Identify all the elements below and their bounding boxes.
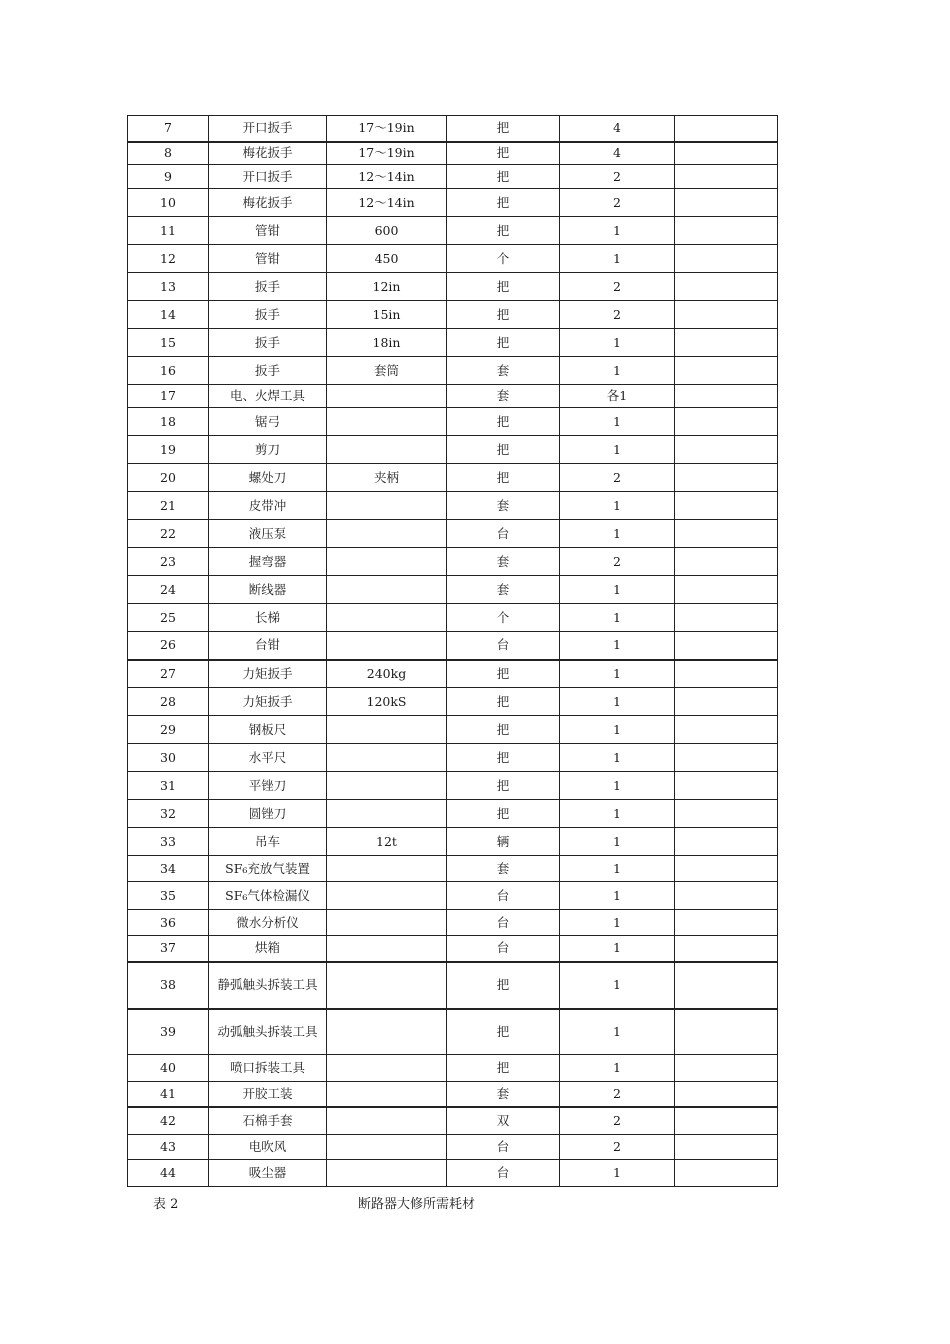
table-row bbox=[128, 357, 778, 385]
item-note-cell bbox=[675, 604, 778, 632]
item-spec-cell bbox=[327, 436, 447, 464]
item-spec-cell bbox=[327, 604, 447, 632]
table-row bbox=[128, 165, 778, 189]
item-name-cell: 钢板尺 bbox=[209, 716, 327, 744]
item-qty-cell: 1 bbox=[560, 1055, 675, 1082]
item-number-cell: 26 bbox=[128, 632, 209, 660]
item-unit-cell: 把 bbox=[447, 142, 560, 165]
item-name-cell: 喷口拆装工具 bbox=[209, 1055, 327, 1082]
item-number-cell: 11 bbox=[128, 217, 209, 245]
item-qty-cell: 1 bbox=[560, 716, 675, 744]
item-unit-cell: 套 bbox=[447, 548, 560, 576]
item-spec-cell bbox=[327, 576, 447, 604]
item-note-cell bbox=[675, 744, 778, 772]
item-spec-cell bbox=[327, 385, 447, 408]
item-spec-cell bbox=[327, 936, 447, 962]
item-unit-cell: 套 bbox=[447, 357, 560, 385]
item-unit-cell: 台 bbox=[447, 1160, 560, 1187]
item-number-cell: 41 bbox=[128, 1082, 209, 1107]
item-note-cell bbox=[675, 936, 778, 962]
item-qty-cell: 1 bbox=[560, 1160, 675, 1187]
tools-table bbox=[127, 115, 778, 1187]
item-name-cell: 微水分析仪 bbox=[209, 910, 327, 936]
item-number-cell: 33 bbox=[128, 828, 209, 856]
table-row bbox=[128, 520, 778, 548]
item-unit-cell: 把 bbox=[447, 116, 560, 142]
table-row bbox=[128, 962, 778, 1009]
table-row bbox=[128, 1160, 778, 1187]
item-name-cell: 开胶工装 bbox=[209, 1082, 327, 1107]
item-qty-cell: 1 bbox=[560, 245, 675, 273]
item-name-cell: 扳手 bbox=[209, 301, 327, 329]
item-number-cell: 13 bbox=[128, 273, 209, 301]
item-qty-cell: 1 bbox=[560, 688, 675, 716]
item-name-cell: 扳手 bbox=[209, 273, 327, 301]
item-qty-cell: 2 bbox=[560, 548, 675, 576]
item-unit-cell: 个 bbox=[447, 604, 560, 632]
item-name-cell: 梅花扳手 bbox=[209, 142, 327, 165]
item-qty-cell: 1 bbox=[560, 604, 675, 632]
item-spec-cell bbox=[327, 408, 447, 436]
item-note-cell bbox=[675, 548, 778, 576]
item-note-cell bbox=[675, 520, 778, 548]
item-unit-cell: 把 bbox=[447, 165, 560, 189]
item-spec-cell bbox=[327, 744, 447, 772]
item-spec-cell bbox=[327, 882, 447, 910]
item-spec-cell bbox=[327, 910, 447, 936]
item-spec-cell bbox=[327, 800, 447, 828]
item-note-cell bbox=[675, 632, 778, 660]
item-note-cell bbox=[675, 245, 778, 273]
item-number-cell: 25 bbox=[128, 604, 209, 632]
item-note-cell bbox=[675, 464, 778, 492]
item-unit-cell: 把 bbox=[447, 1009, 560, 1055]
item-note-cell bbox=[675, 688, 778, 716]
item-qty-cell: 1 bbox=[560, 882, 675, 910]
item-number-cell: 43 bbox=[128, 1135, 209, 1160]
item-note-cell bbox=[675, 329, 778, 357]
item-note-cell bbox=[675, 217, 778, 245]
item-number-cell: 16 bbox=[128, 357, 209, 385]
item-qty-cell: 4 bbox=[560, 142, 675, 165]
table-row bbox=[128, 329, 778, 357]
item-name-cell: 电、火焊工具 bbox=[209, 385, 327, 408]
item-note-cell bbox=[675, 189, 778, 217]
item-number-cell: 19 bbox=[128, 436, 209, 464]
table-row bbox=[128, 936, 778, 962]
item-note-cell bbox=[675, 436, 778, 464]
item-name-cell: 管钳 bbox=[209, 245, 327, 273]
item-spec-cell: 240kg bbox=[327, 660, 447, 688]
item-note-cell bbox=[675, 660, 778, 688]
item-name-cell: 台钳 bbox=[209, 632, 327, 660]
item-unit-cell: 台 bbox=[447, 520, 560, 548]
item-spec-cell bbox=[327, 1107, 447, 1135]
item-qty-cell: 2 bbox=[560, 301, 675, 329]
item-note-cell bbox=[675, 910, 778, 936]
item-spec-cell: 12～14in bbox=[327, 189, 447, 217]
table-row bbox=[128, 1107, 778, 1135]
item-spec-cell bbox=[327, 1009, 447, 1055]
item-number-cell: 42 bbox=[128, 1107, 209, 1135]
item-note-cell bbox=[675, 1082, 778, 1107]
item-number-cell: 9 bbox=[128, 165, 209, 189]
item-name-cell: 扳手 bbox=[209, 329, 327, 357]
item-qty-cell: 1 bbox=[560, 856, 675, 882]
table-row bbox=[128, 604, 778, 632]
table-row bbox=[128, 856, 778, 882]
table-row bbox=[128, 464, 778, 492]
item-note-cell bbox=[675, 273, 778, 301]
item-qty-cell: 1 bbox=[560, 936, 675, 962]
item-spec-cell: 套筒 bbox=[327, 357, 447, 385]
item-unit-cell: 套 bbox=[447, 856, 560, 882]
item-qty-cell: 1 bbox=[560, 217, 675, 245]
item-unit-cell: 台 bbox=[447, 1135, 560, 1160]
item-note-cell bbox=[675, 772, 778, 800]
item-number-cell: 22 bbox=[128, 520, 209, 548]
item-number-cell: 24 bbox=[128, 576, 209, 604]
table-row bbox=[128, 800, 778, 828]
table-row bbox=[128, 301, 778, 329]
item-number-cell: 39 bbox=[128, 1009, 209, 1055]
item-spec-cell: 17～19in bbox=[327, 116, 447, 142]
item-number-cell: 35 bbox=[128, 882, 209, 910]
item-number-cell: 21 bbox=[128, 492, 209, 520]
item-qty-cell: 1 bbox=[560, 408, 675, 436]
table-row bbox=[128, 688, 778, 716]
item-spec-cell: 12in bbox=[327, 273, 447, 301]
item-qty-cell: 1 bbox=[560, 436, 675, 464]
item-qty-cell: 2 bbox=[560, 1135, 675, 1160]
item-note-cell bbox=[675, 142, 778, 165]
item-name-cell: 梅花扳手 bbox=[209, 189, 327, 217]
item-qty-cell: 2 bbox=[560, 189, 675, 217]
item-note-cell bbox=[675, 882, 778, 910]
item-qty-cell: 4 bbox=[560, 116, 675, 142]
item-qty-cell: 1 bbox=[560, 632, 675, 660]
item-number-cell: 7 bbox=[128, 116, 209, 142]
item-note-cell bbox=[675, 1055, 778, 1082]
table-row bbox=[128, 882, 778, 910]
item-number-cell: 36 bbox=[128, 910, 209, 936]
table-row bbox=[128, 116, 778, 142]
item-number-cell: 32 bbox=[128, 800, 209, 828]
item-qty-cell: 2 bbox=[560, 1107, 675, 1135]
item-note-cell bbox=[675, 1160, 778, 1187]
item-spec-cell: 17～19in bbox=[327, 142, 447, 165]
table-row bbox=[128, 142, 778, 165]
item-spec-cell bbox=[327, 856, 447, 882]
item-qty-cell: 2 bbox=[560, 273, 675, 301]
item-note-cell bbox=[675, 492, 778, 520]
item-qty-cell: 1 bbox=[560, 1009, 675, 1055]
item-spec-cell: 600 bbox=[327, 217, 447, 245]
table-row bbox=[128, 217, 778, 245]
item-name-cell: 力矩扳手 bbox=[209, 660, 327, 688]
item-unit-cell: 把 bbox=[447, 464, 560, 492]
item-number-cell: 27 bbox=[128, 660, 209, 688]
item-note-cell bbox=[675, 165, 778, 189]
item-qty-cell: 1 bbox=[560, 962, 675, 1009]
item-number-cell: 30 bbox=[128, 744, 209, 772]
item-number-cell: 29 bbox=[128, 716, 209, 744]
item-name-cell: 管钳 bbox=[209, 217, 327, 245]
item-qty-cell: 各1 bbox=[560, 385, 675, 408]
item-name-cell: 皮带冲 bbox=[209, 492, 327, 520]
item-qty-cell: 1 bbox=[560, 800, 675, 828]
item-number-cell: 23 bbox=[128, 548, 209, 576]
table-row bbox=[128, 436, 778, 464]
item-qty-cell: 1 bbox=[560, 329, 675, 357]
item-note-cell bbox=[675, 828, 778, 856]
item-unit-cell: 把 bbox=[447, 301, 560, 329]
item-unit-cell: 把 bbox=[447, 744, 560, 772]
item-spec-cell bbox=[327, 548, 447, 576]
item-qty-cell: 1 bbox=[560, 910, 675, 936]
item-qty-cell: 1 bbox=[560, 357, 675, 385]
item-unit-cell: 套 bbox=[447, 576, 560, 604]
item-unit-cell: 双 bbox=[447, 1107, 560, 1135]
item-note-cell bbox=[675, 576, 778, 604]
item-name-cell: 电吹风 bbox=[209, 1135, 327, 1160]
item-note-cell bbox=[675, 116, 778, 142]
item-name-cell: 动弧触头拆装工具 bbox=[209, 1009, 327, 1055]
item-note-cell bbox=[675, 301, 778, 329]
table-row bbox=[128, 576, 778, 604]
item-unit-cell: 台 bbox=[447, 632, 560, 660]
table-row bbox=[128, 385, 778, 408]
item-number-cell: 12 bbox=[128, 245, 209, 273]
table-row bbox=[128, 1055, 778, 1082]
item-name-cell: 水平尺 bbox=[209, 744, 327, 772]
table-row bbox=[128, 492, 778, 520]
item-spec-cell: 夹柄 bbox=[327, 464, 447, 492]
item-qty-cell: 1 bbox=[560, 744, 675, 772]
item-unit-cell: 把 bbox=[447, 772, 560, 800]
item-unit-cell: 把 bbox=[447, 716, 560, 744]
item-qty-cell: 1 bbox=[560, 772, 675, 800]
item-name-cell: 石棉手套 bbox=[209, 1107, 327, 1135]
table-row bbox=[128, 632, 778, 660]
item-unit-cell: 把 bbox=[447, 1055, 560, 1082]
item-number-cell: 40 bbox=[128, 1055, 209, 1082]
item-number-cell: 20 bbox=[128, 464, 209, 492]
item-number-cell: 15 bbox=[128, 329, 209, 357]
item-number-cell: 28 bbox=[128, 688, 209, 716]
item-note-cell bbox=[675, 856, 778, 882]
table-row bbox=[128, 772, 778, 800]
item-name-cell: 螺处刀 bbox=[209, 464, 327, 492]
item-unit-cell: 把 bbox=[447, 962, 560, 1009]
item-unit-cell: 把 bbox=[447, 800, 560, 828]
item-qty-cell: 2 bbox=[560, 165, 675, 189]
item-qty-cell: 2 bbox=[560, 1082, 675, 1107]
table-caption-label: 表 2 bbox=[153, 1197, 179, 1212]
item-unit-cell: 台 bbox=[447, 910, 560, 936]
item-note-cell bbox=[675, 1107, 778, 1135]
item-number-cell: 38 bbox=[128, 962, 209, 1009]
item-unit-cell: 套 bbox=[447, 385, 560, 408]
item-note-cell bbox=[675, 357, 778, 385]
table-row bbox=[128, 1082, 778, 1107]
item-name-cell: 烘箱 bbox=[209, 936, 327, 962]
item-name-cell: 开口扳手 bbox=[209, 165, 327, 189]
item-unit-cell: 把 bbox=[447, 217, 560, 245]
item-qty-cell: 1 bbox=[560, 520, 675, 548]
item-note-cell bbox=[675, 385, 778, 408]
item-number-cell: 8 bbox=[128, 142, 209, 165]
item-note-cell bbox=[675, 962, 778, 1009]
item-spec-cell bbox=[327, 716, 447, 744]
item-spec-cell bbox=[327, 632, 447, 660]
item-name-cell: 圆锉刀 bbox=[209, 800, 327, 828]
item-name-cell: 剪刀 bbox=[209, 436, 327, 464]
item-name-cell: 吸尘器 bbox=[209, 1160, 327, 1187]
item-spec-cell: 450 bbox=[327, 245, 447, 273]
table-row bbox=[128, 548, 778, 576]
item-name-cell: 握弯器 bbox=[209, 548, 327, 576]
item-spec-cell bbox=[327, 1055, 447, 1082]
item-name-cell: 平锉刀 bbox=[209, 772, 327, 800]
item-spec-cell bbox=[327, 492, 447, 520]
item-unit-cell: 个 bbox=[447, 245, 560, 273]
table-caption-title: 断路器大修所需耗材 bbox=[358, 1197, 476, 1212]
item-number-cell: 10 bbox=[128, 189, 209, 217]
item-unit-cell: 套 bbox=[447, 492, 560, 520]
table-row bbox=[128, 910, 778, 936]
table-row bbox=[128, 245, 778, 273]
item-name-cell: 长梯 bbox=[209, 604, 327, 632]
item-name-cell: 开口扳手 bbox=[209, 116, 327, 142]
table-row bbox=[128, 744, 778, 772]
item-qty-cell: 2 bbox=[560, 464, 675, 492]
item-unit-cell: 把 bbox=[447, 273, 560, 301]
table-row bbox=[128, 1135, 778, 1160]
item-spec-cell: 18in bbox=[327, 329, 447, 357]
item-spec-cell: 15in bbox=[327, 301, 447, 329]
item-unit-cell: 把 bbox=[447, 189, 560, 217]
table-row bbox=[128, 189, 778, 217]
item-spec-cell bbox=[327, 1160, 447, 1187]
item-spec-cell bbox=[327, 962, 447, 1009]
item-unit-cell: 套 bbox=[447, 1082, 560, 1107]
item-unit-cell: 把 bbox=[447, 436, 560, 464]
item-unit-cell: 辆 bbox=[447, 828, 560, 856]
item-note-cell bbox=[675, 716, 778, 744]
item-unit-cell: 把 bbox=[447, 688, 560, 716]
item-number-cell: 37 bbox=[128, 936, 209, 962]
item-name-cell: 吊车 bbox=[209, 828, 327, 856]
item-name-cell: SF₆气体检漏仪 bbox=[209, 882, 327, 910]
item-spec-cell: 12～14in bbox=[327, 165, 447, 189]
item-spec-cell bbox=[327, 772, 447, 800]
item-name-cell: 锯弓 bbox=[209, 408, 327, 436]
item-spec-cell bbox=[327, 520, 447, 548]
item-number-cell: 34 bbox=[128, 856, 209, 882]
table-row bbox=[128, 273, 778, 301]
item-unit-cell: 台 bbox=[447, 936, 560, 962]
item-qty-cell: 1 bbox=[560, 492, 675, 520]
item-spec-cell bbox=[327, 1082, 447, 1107]
item-number-cell: 44 bbox=[128, 1160, 209, 1187]
item-number-cell: 18 bbox=[128, 408, 209, 436]
item-qty-cell: 1 bbox=[560, 828, 675, 856]
item-name-cell: 扳手 bbox=[209, 357, 327, 385]
item-name-cell: 断线器 bbox=[209, 576, 327, 604]
item-note-cell bbox=[675, 408, 778, 436]
item-note-cell bbox=[675, 1009, 778, 1055]
item-spec-cell bbox=[327, 1135, 447, 1160]
item-name-cell: 静弧触头拆装工具 bbox=[209, 962, 327, 1009]
table-row bbox=[128, 1009, 778, 1055]
item-qty-cell: 1 bbox=[560, 660, 675, 688]
item-qty-cell: 1 bbox=[560, 576, 675, 604]
tools-table-body bbox=[128, 116, 778, 1187]
item-number-cell: 14 bbox=[128, 301, 209, 329]
item-unit-cell: 把 bbox=[447, 329, 560, 357]
item-spec-cell: 120kS bbox=[327, 688, 447, 716]
item-name-cell: SF₆充放气装置 bbox=[209, 856, 327, 882]
item-note-cell bbox=[675, 800, 778, 828]
item-note-cell bbox=[675, 1135, 778, 1160]
item-number-cell: 31 bbox=[128, 772, 209, 800]
item-unit-cell: 把 bbox=[447, 408, 560, 436]
item-number-cell: 17 bbox=[128, 385, 209, 408]
table-row bbox=[128, 408, 778, 436]
table-row bbox=[128, 660, 778, 688]
item-unit-cell: 把 bbox=[447, 660, 560, 688]
table-row bbox=[128, 828, 778, 856]
item-spec-cell: 12t bbox=[327, 828, 447, 856]
item-name-cell: 液压泵 bbox=[209, 520, 327, 548]
item-name-cell: 力矩扳手 bbox=[209, 688, 327, 716]
table-row bbox=[128, 716, 778, 744]
item-unit-cell: 台 bbox=[447, 882, 560, 910]
